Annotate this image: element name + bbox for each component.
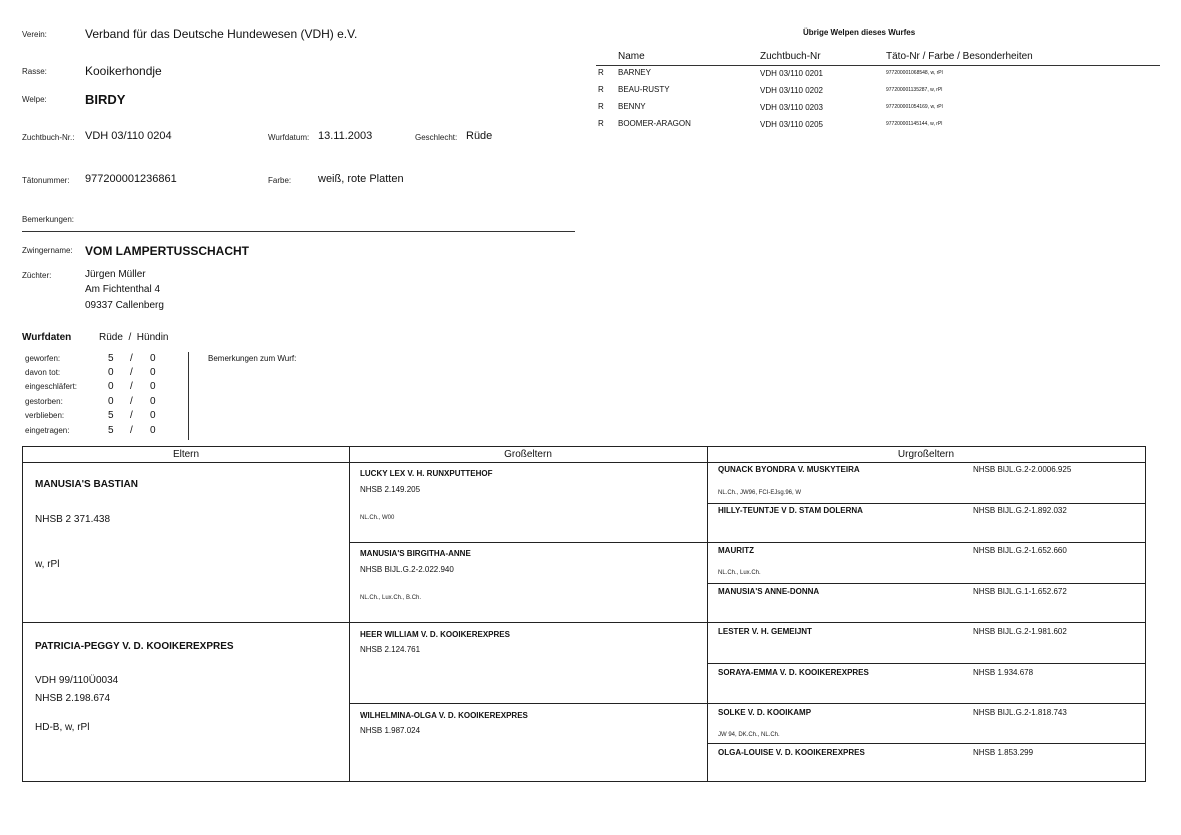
grandparent-name: HEER WILLIAM V. D. KOOIKEREXPRES xyxy=(360,630,510,639)
slash: / xyxy=(130,367,133,378)
farbe-label: Farbe: xyxy=(268,176,292,185)
row-label: verblieben: xyxy=(25,411,65,420)
dam-reg-vdh: VDH 99/110Ü0034 xyxy=(35,675,119,686)
female-count: 0 xyxy=(150,410,156,421)
puppy-zb: VDH 03/110 0205 xyxy=(760,120,824,129)
female-count: 0 xyxy=(150,367,156,378)
ggp-reg: NHSB 1.934.678 xyxy=(973,668,1034,677)
wurfdatum-label: Wurfdatum: xyxy=(268,133,310,142)
zuchtbuch-value: VDH 03/110 0204 xyxy=(85,130,172,142)
row-divider xyxy=(23,622,1145,623)
dam-reg-nhsb: NHSB 2.198.674 xyxy=(35,693,111,704)
wurfdaten-header: Rüde / Hündin xyxy=(99,332,169,343)
ggp-name: SOLKE V. D. KOOIKAMP xyxy=(718,708,812,717)
litter-header-rule xyxy=(596,65,1160,66)
col-urgrosseltern: Urgroßeltern xyxy=(707,447,1145,463)
male-count: 5 xyxy=(108,353,114,364)
ggp-name: SORAYA-EMMA V. D. KOOIKEREXPRES xyxy=(718,668,869,677)
row-divider xyxy=(707,743,1145,744)
row-label: eingetragen: xyxy=(25,426,70,435)
row-divider xyxy=(707,503,1145,504)
slash: / xyxy=(130,425,133,436)
female-count: 0 xyxy=(150,381,156,392)
grandparent-titles: NL.Ch., W00 xyxy=(360,515,395,521)
col-name: Name xyxy=(618,51,645,62)
taeto-label: Tätonummer: xyxy=(22,176,70,185)
puppy-zb: VDH 03/110 0202 xyxy=(760,86,824,95)
geschlecht-label: Geschlecht: xyxy=(415,133,458,142)
litter-title: Übrige Welpen dieses Wurfes xyxy=(803,28,916,37)
row-label: davon tot: xyxy=(25,368,61,377)
row-divider xyxy=(707,663,1145,664)
row-divider xyxy=(349,703,1145,704)
ggp-titles: NL.Ch., Lux.Ch. xyxy=(718,570,761,576)
slash: / xyxy=(130,381,133,392)
col-eltern: Eltern xyxy=(23,447,349,463)
sex: R xyxy=(598,119,604,128)
wurfdaten-divider xyxy=(188,352,189,440)
verein-label: Verein: xyxy=(22,30,47,39)
female-count: 0 xyxy=(150,353,156,364)
col-taeto: Täto-Nr / Farbe / Besonderheiten xyxy=(886,51,1033,62)
male-count: 5 xyxy=(108,410,114,421)
male-count: 0 xyxy=(108,396,114,407)
dam-info: HD-B, w, rPl xyxy=(35,722,90,733)
ggp-name: LESTER V. H. GEMEIJNT xyxy=(718,627,812,636)
male-count: 5 xyxy=(108,425,114,436)
bemerkungen-label: Bemerkungen: xyxy=(22,215,75,224)
puppy-taeto: 977200001135287, w, rPl xyxy=(886,87,943,93)
puppy-name: BENNY xyxy=(618,102,646,111)
male-count: 0 xyxy=(108,367,114,378)
zuchtbuch-label: Zuchtbuch-Nr.: xyxy=(22,133,75,142)
ggp-reg: NHSB 1.853.299 xyxy=(973,748,1034,757)
female-count: 0 xyxy=(150,396,156,407)
geschlecht-value: Rüde xyxy=(466,130,493,142)
sire-info: w, rPl xyxy=(35,559,60,570)
rasse-label: Rasse: xyxy=(22,67,47,76)
zuechter-label: Züchter: xyxy=(22,271,52,280)
grandparent-name: MANUSIA'S BIRGITHA-ANNE xyxy=(360,549,471,558)
grandparent-name: WILHELMINA-OLGA V. D. KOOIKEREXPRES xyxy=(360,711,528,720)
ggp-name: MAURITZ xyxy=(718,546,754,555)
col-zuchtbuch: Zuchtbuch-Nr xyxy=(760,51,821,62)
divider xyxy=(22,231,575,232)
col-divider xyxy=(349,447,350,781)
sex: R xyxy=(598,68,604,77)
puppy-name: BOOMER-ARAGON xyxy=(618,119,691,128)
grandparent-reg: NHSB BIJL.G.2-2.022.940 xyxy=(360,565,454,574)
ggp-reg: NHSB BIJL.G.1-1.652.672 xyxy=(973,587,1067,596)
zwingername-label: Zwingername: xyxy=(22,246,73,255)
ggp-name: MANUSIA'S ANNE-DONNA xyxy=(718,587,820,596)
col-grosseltern: Großeltern xyxy=(349,447,707,463)
grandparent-name: LUCKY LEX V. H. RUNXPUTTEHOF xyxy=(360,469,493,478)
ggp-reg: NHSB BIJL.G.2-1.892.032 xyxy=(973,506,1067,515)
pedigree-table xyxy=(22,446,1146,782)
male-count: 0 xyxy=(108,381,114,392)
grandparent-titles: NL.Ch., Lux.Ch., B.Ch. xyxy=(360,595,422,601)
sire-name: MANUSIA'S BASTIAN xyxy=(35,479,138,490)
wurfdatum-value: 13.11.2003 xyxy=(318,130,373,142)
grandparent-reg: NHSB 2.124.761 xyxy=(360,645,421,654)
taeto-value: 977200001236861 xyxy=(85,173,177,185)
zuechter-line-2: Am Fichtenthal 4 xyxy=(85,284,161,295)
ggp-reg: NHSB BIJL.G.2-1.981.602 xyxy=(973,627,1067,636)
zuechter-line-3: 09337 Callenberg xyxy=(85,300,164,311)
verein-value: Verband für das Deutsche Hundewesen (VDH) e.V. xyxy=(85,27,358,41)
ggp-titles: NL.Ch., JW96, FCI-EJsg.96, W xyxy=(718,490,802,496)
farbe-value: weiß, rote Platten xyxy=(318,173,404,185)
ggp-reg: NHSB BIJL.G.2-1.818.743 xyxy=(973,708,1067,717)
puppy-taeto: 977200001054169, w, rPl xyxy=(886,104,943,110)
ggp-name: HILLY-TEUNTJE V D. STAM DOLERNA xyxy=(718,506,863,515)
slash: / xyxy=(130,396,133,407)
zwingername-value: VOM LAMPERTUSSCHACHT xyxy=(85,244,249,258)
grandparent-reg: NHSB 2.149.205 xyxy=(360,485,421,494)
rasse-value: Kooikerhondje xyxy=(85,64,162,78)
sex: R xyxy=(598,85,604,94)
ggp-name: OLGA-LOUISE V. D. KOOIKEREXPRES xyxy=(718,748,865,757)
ggp-titles: JW 94, DK.Ch., NL.Ch. xyxy=(718,732,780,738)
sire-reg: NHSB 2 371.438 xyxy=(35,514,111,525)
female-count: 0 xyxy=(150,425,156,436)
puppy-zb: VDH 03/110 0203 xyxy=(760,103,824,112)
puppy-name: BARNEY xyxy=(618,68,651,77)
col-divider xyxy=(707,447,708,781)
puppy-taeto: 977200001145144, w, rPl xyxy=(886,121,943,127)
row-label: gestorben: xyxy=(25,397,63,406)
puppy-zb: VDH 03/110 0201 xyxy=(760,69,824,78)
slash: / xyxy=(130,353,133,364)
ggp-reg: NHSB BIJL.G.2-1.652.660 xyxy=(973,546,1067,555)
ggp-reg: NHSB BIJL.G.2-2.0006.925 xyxy=(973,465,1072,474)
wurfdaten-title: Wurfdaten xyxy=(22,332,72,343)
row-divider xyxy=(349,542,1145,543)
puppy-taeto: 977200001068548, w, rPl xyxy=(886,70,943,76)
row-label: geworfen: xyxy=(25,354,61,363)
slash: / xyxy=(130,410,133,421)
welpe-value: BIRDY xyxy=(85,92,126,107)
sex: R xyxy=(598,102,604,111)
row-label: eingeschläfert: xyxy=(25,382,78,391)
ggp-name: QUNACK BYONDRA V. MUSKYTEIRA xyxy=(718,465,860,474)
row-divider xyxy=(707,583,1145,584)
dam-name: PATRICIA-PEGGY V. D. KOOIKEREXPRES xyxy=(35,641,234,652)
welpe-label: Welpe: xyxy=(22,95,47,104)
zuechter-line-1: Jürgen Müller xyxy=(85,269,146,280)
wurf-remarks-label: Bemerkungen zum Wurf: xyxy=(208,354,297,363)
grandparent-reg: NHSB 1.987.024 xyxy=(360,726,421,735)
puppy-name: BEAU-RUSTY xyxy=(618,85,670,94)
